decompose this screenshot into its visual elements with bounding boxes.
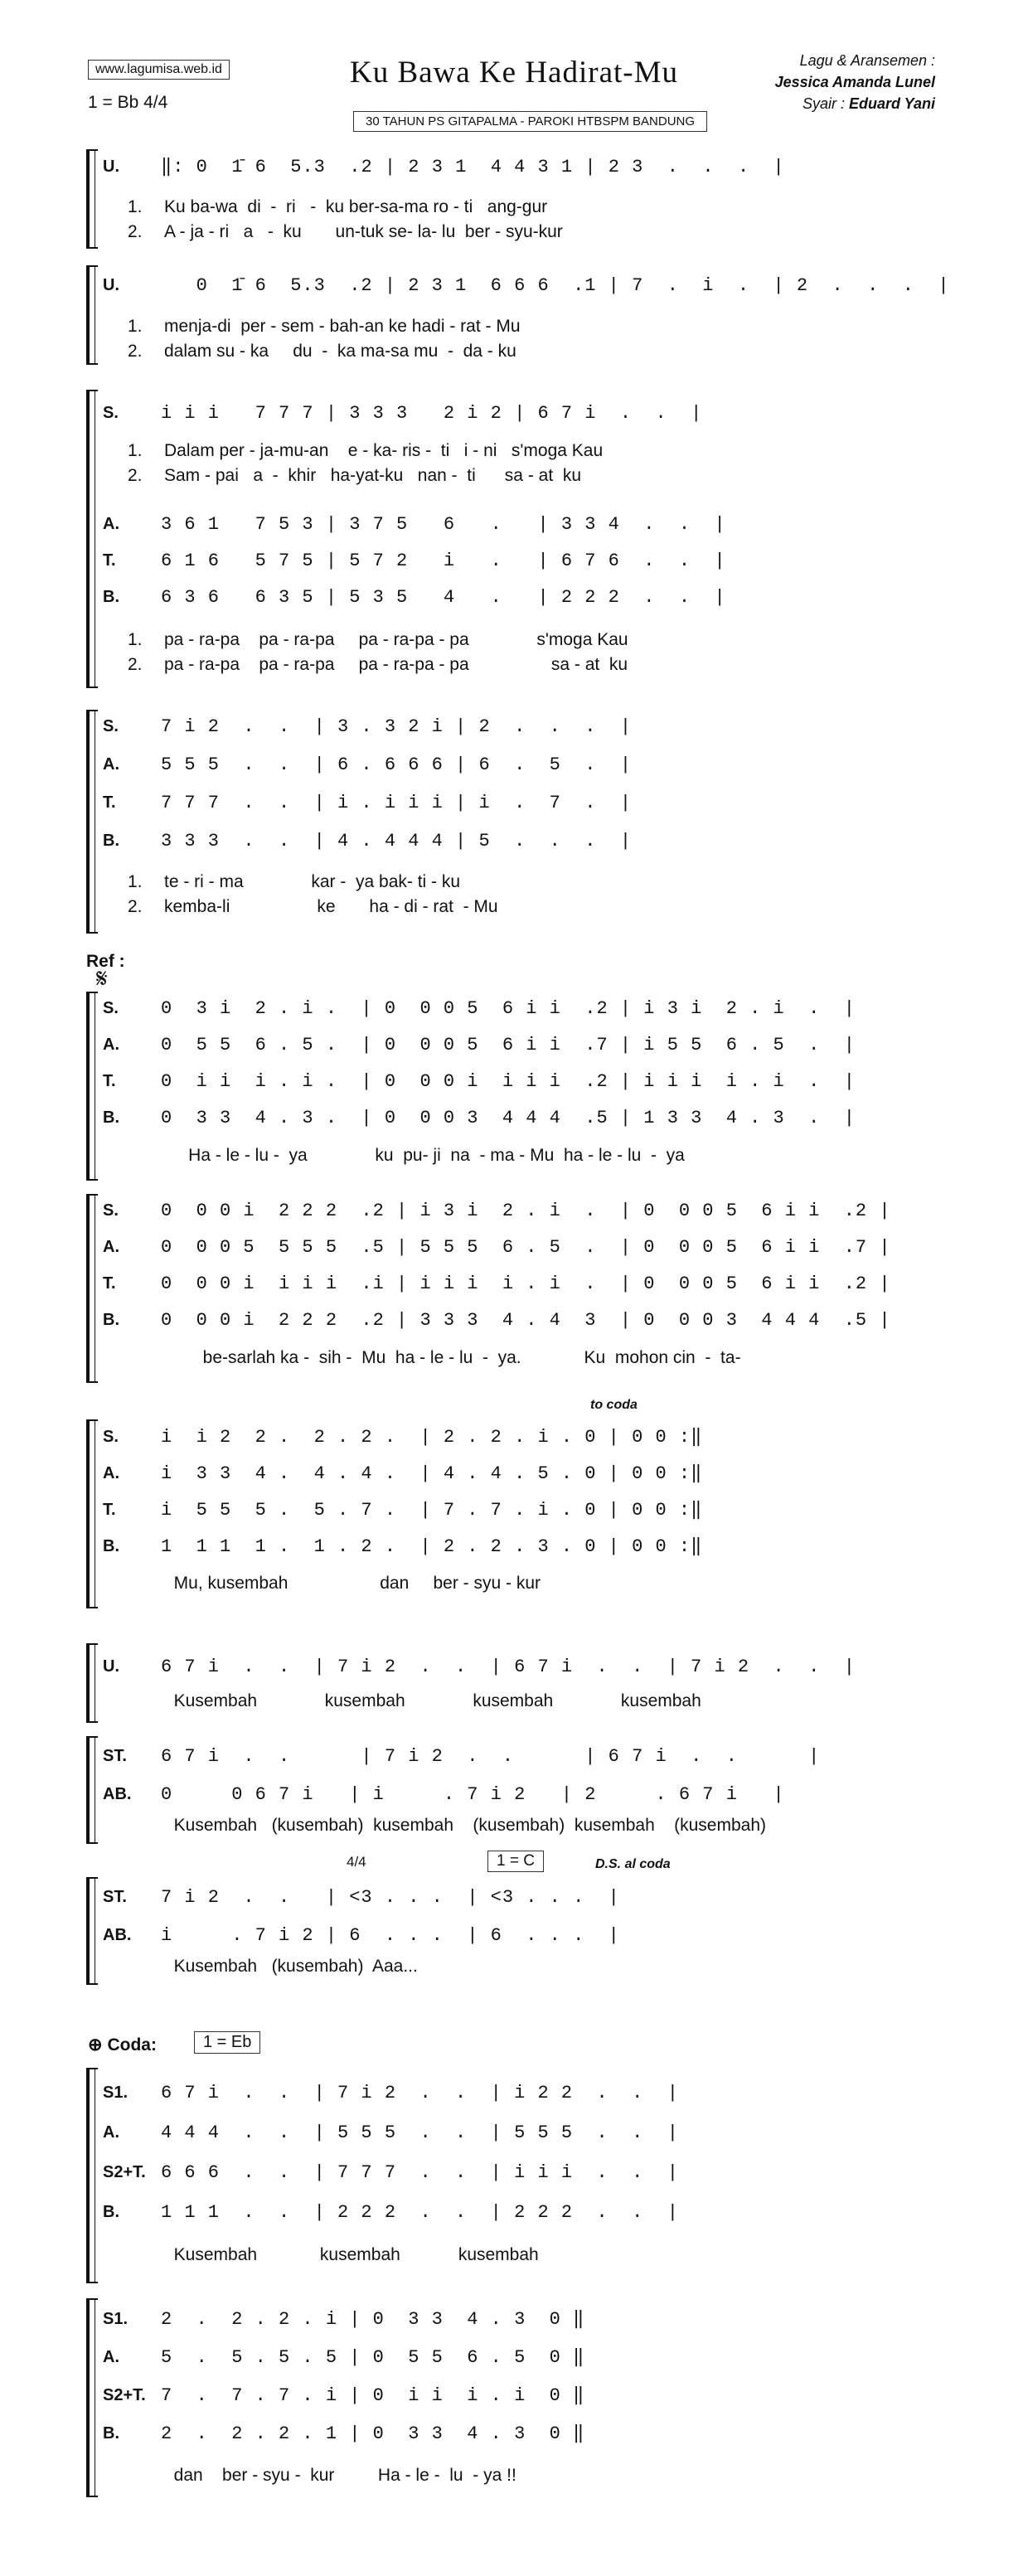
system-5 [86, 992, 856, 1181]
lyric-line [128, 1957, 418, 1980]
lyric-text: Kusembah kusembah kusembah kusembah [164, 1691, 701, 1710]
verse-number: 2. [128, 655, 143, 674]
lyric-text: te - ri - ma kar - ya bak- ti - ku [164, 872, 461, 891]
system-8 [86, 1643, 856, 1723]
lyric-text: kemba-li ke ha - di - rat - Mu [164, 897, 498, 916]
notation: 0 0 0 i i i i .i | i i i i . i . | 0 0 0 5 6 i i .2 | [161, 1273, 891, 1294]
notation: i 3 3 4 . 4 . 4 . | 4 . 4 . 5 . 0 | 0 0 :‖ [161, 1463, 703, 1484]
key-change-box: 1 = C [487, 1851, 544, 1872]
notation: 0 0 6 7 i | i . 7 i 2 | 2 . 6 7 i | [161, 1784, 785, 1805]
voice-label: S. [103, 999, 119, 1017]
lyric-text: dan ber - syu - kur Ha - le - lu - ya !! [164, 2466, 516, 2485]
notation: 3 3 3 . . | 4 . 4 4 4 | 5 . . . | [161, 831, 633, 851]
to-coda-marking: to coda [590, 1398, 638, 1412]
lyric-line [128, 1816, 766, 1839]
voice-label: B. [103, 2424, 119, 2443]
system-bracket [86, 265, 98, 365]
system-bracket [86, 2298, 98, 2497]
voice-row [103, 754, 632, 781]
voice-label: S. [103, 1201, 119, 1220]
notation: 0 5 5 6 . 5 . | 0 0 0 5 6 i i .7 | i 5 5 6 . 5 . | [161, 1035, 856, 1055]
voice-label: B. [103, 2203, 119, 2221]
notation: 0 0 0 5 5 5 5 .5 | 5 5 5 6 . 5 . | 0 0 0 5 6 i i .7 | [161, 1237, 891, 1258]
verse-number: 1. [128, 441, 143, 460]
notation: 7 7 7 . . | i . i i i | i . 7 . | [161, 793, 633, 813]
lyric-text: A - ja - ri a - ku un-tuk se- la- lu ber - syu-kur [164, 222, 563, 241]
voice-row [103, 1925, 620, 1952]
voice-row [103, 1108, 856, 1134]
lyric-text: Kusembah kusembah kusembah [164, 2245, 539, 2264]
notation: 6 7 i . . | 7 i 2 . . | 6 7 i . . | [161, 1746, 821, 1767]
segno-icon: 𝄋 [96, 963, 108, 993]
verse-number: 2. [128, 222, 143, 241]
system-bracket [86, 1194, 98, 1383]
system-bracket [86, 149, 98, 249]
notation: 7 . 7 . 7 . i | 0 i i i . i 0 ‖ [161, 2385, 585, 2406]
lyric-text: pa - ra-pa pa - ra-pa pa - ra-pa - pa sa - at ku [164, 655, 628, 674]
voice-label: A. [103, 1238, 119, 1256]
lyric-text: Dalam per - ja-mu-an e - ka- ris - ti i - ni s'moga Kau [164, 441, 604, 460]
voice-label: U. [103, 158, 119, 176]
time-signature-change: 4/4 [347, 1854, 366, 1870]
lyric-text: Kusembah (kusembah) kusembah (kusembah) kusembah (kusembah) [164, 1816, 766, 1835]
voice-label: S2+T. [103, 2386, 146, 2404]
voice-label: S1. [103, 2084, 128, 2102]
lyric-text: menja-di per - sem - bah-an ke hadi - rat - Mu [164, 317, 521, 336]
notation: ‖: 0 1̄ 6 5.3 .2 | 2 3 1 4 4 3 1 | 2 3 . . . | [161, 157, 785, 177]
voice-row [103, 1426, 702, 1453]
voice-row [103, 998, 856, 1025]
voice-label: T. [103, 551, 116, 570]
verse-number: 1. [128, 317, 143, 336]
system-2 [86, 265, 950, 365]
voice-row [103, 1746, 820, 1773]
lyric-text: Ha - le - lu - ya ku pu- ji na - ma - Mu ha - le - lu - ya [164, 1146, 685, 1165]
lyric-text: pa - ra-pa pa - ra-pa pa - ra-pa - pa s'moga Kau [164, 630, 628, 649]
lyric-line [128, 441, 603, 464]
notation: 2 . 2 . 2 . 1 | 0 3 3 4 . 3 0 ‖ [161, 2423, 585, 2444]
voice-row [103, 1499, 702, 1526]
lyric-line [128, 222, 563, 245]
notation: 5 . 5 . 5 . 5 | 0 5 5 6 . 5 0 ‖ [161, 2347, 585, 2368]
system-bracket [86, 1643, 98, 1723]
voice-row [103, 587, 726, 614]
voice-label: AB. [103, 1785, 132, 1803]
coda-icon: ⊕ [88, 2035, 103, 2054]
voice-row [103, 2122, 679, 2149]
verse-number: 2. [128, 342, 143, 361]
voice-label: U. [103, 276, 119, 294]
verse-number: 1. [128, 197, 143, 216]
system-bracket [86, 1736, 98, 1844]
verse-number: 2. [128, 466, 143, 485]
ds-al-coda-marking: D.S. al coda [595, 1857, 671, 1871]
voice-label: ST. [103, 1747, 127, 1765]
system-bracket [86, 710, 98, 934]
coda-key-box: 1 = Eb [194, 2031, 260, 2054]
system-3 [86, 390, 726, 688]
credit-label-music: Lagu & Aransemen : [799, 52, 935, 69]
notation: 1 1 1 . . | 2 2 2 . . | 2 2 2 . . | [161, 2202, 679, 2223]
notation: i 5 5 5 . 5 . 7 . | 7 . 7 . i . 0 | 0 0 :‖ [161, 1500, 703, 1521]
lyric-text: Sam - pai a - khir ha-yat-ku nan - ti sa - at ku [164, 466, 582, 485]
voice-label: A. [103, 1036, 119, 1054]
voice-row [103, 2202, 679, 2229]
credit-name-music: Jessica Amanda Lunel [774, 74, 935, 90]
voice-label: A. [103, 755, 119, 774]
voice-label: T. [103, 793, 116, 812]
voice-label: S1. [103, 2310, 128, 2328]
voice-row [103, 275, 950, 302]
voice-label: S. [103, 404, 119, 422]
voice-row [103, 1273, 891, 1300]
notation: 6 1 6 5 7 5 | 5 7 2 i . | 6 7 6 . . | [161, 551, 726, 571]
lyric-line [128, 466, 581, 489]
lyric-text: Mu, kusembah dan ber - syu - kur [164, 1574, 541, 1593]
voice-label: B. [103, 1537, 119, 1555]
notation: 0 i i i . i . | 0 0 0 i i i i .2 | i i i i . i . | [161, 1071, 856, 1092]
notation: i i 2 2 . 2 . 2 . | 2 . 2 . i . 0 | 0 0 :‖ [161, 1427, 703, 1448]
coda-label [88, 2035, 157, 2055]
lyric-line [128, 342, 516, 365]
credit-label-lyrics: Syair : [802, 95, 845, 112]
coda-text: Coda: [107, 2035, 157, 2054]
notation: 6 6 6 . . | 7 7 7 . . | i i i . . | [161, 2162, 679, 2183]
system-bracket [86, 1419, 98, 1608]
system-10 [86, 1877, 633, 1985]
system-1 [86, 149, 799, 249]
refrain-label: Ref : [86, 952, 125, 971]
voice-label: B. [103, 588, 119, 606]
voice-label: T. [103, 1501, 116, 1519]
voice-row [103, 514, 726, 541]
lyric-line [128, 897, 498, 920]
song-title: Ku Bawa Ke Hadirat-Mu [349, 56, 679, 90]
voice-label: AB. [103, 1926, 132, 1944]
system-9 [86, 1736, 821, 1844]
system-12 [86, 2298, 584, 2497]
lyric-line [128, 2466, 516, 2489]
website-url: www.lagumisa.web.id [88, 60, 230, 80]
voice-label: B. [103, 1109, 119, 1127]
voice-row [103, 403, 702, 429]
voice-label: A. [103, 515, 119, 533]
lyric-line [128, 1574, 541, 1597]
lyric-line [128, 1691, 701, 1715]
notation: 7 i 2 . . | 3 . 3 2 i | 2 . . . | [161, 716, 633, 737]
lyric-line [128, 2245, 539, 2268]
lyric-line [128, 655, 628, 678]
lyric-line [128, 1146, 685, 1169]
voice-row [103, 1201, 891, 1227]
lyric-text: Kusembah (kusembah) Aaa... [164, 1957, 418, 1976]
voice-row [103, 1784, 785, 1811]
voice-row [103, 2346, 584, 2373]
voice-row [103, 1237, 891, 1264]
notation: 0 0 0 i 2 2 2 .2 | 3 3 3 4 . 4 3 | 0 0 0 3 4 4 4 .5 | [161, 1310, 891, 1331]
system-bracket [86, 1877, 98, 1985]
lyric-line [128, 872, 460, 895]
voice-label: T. [103, 1274, 116, 1293]
notation: 6 7 i . . | 7 i 2 . . | 6 7 i . . | 7 i 2 . . | [161, 1657, 856, 1677]
lyric-text: be-sarlah ka - sih - Mu ha - le - lu - ya. Ku mohon cin - ta- [164, 1348, 741, 1367]
voice-row [103, 156, 785, 182]
voice-row [103, 1463, 702, 1489]
notation: 6 7 i . . | 7 i 2 . . | i 2 2 . . | [161, 2083, 679, 2103]
voice-label: A. [103, 2123, 119, 2142]
voice-label: B. [103, 832, 119, 850]
verse-number: 1. [128, 872, 143, 891]
notation: 0 0 0 i 2 2 2 .2 | i 3 i 2 . i . | 0 0 0 5 6 i i .2 | [161, 1201, 891, 1221]
voice-row [103, 831, 632, 857]
voice-row [103, 2423, 584, 2449]
voice-label: A. [103, 1464, 119, 1482]
voice-row [103, 1535, 702, 1562]
voice-row [103, 2308, 584, 2335]
lyric-text: Ku ba-wa di - ri - ku ber-sa-ma ro - ti ang-gur [164, 197, 548, 216]
voice-row [103, 1657, 856, 1683]
lyric-line [128, 317, 521, 340]
voice-row [103, 1310, 891, 1337]
credit-name-lyrics: Eduard Yani [848, 95, 935, 112]
voice-label: B. [103, 1311, 119, 1329]
notation: 7 i 2 . . | <3 . . . | <3 . . . | [161, 1887, 620, 1908]
voice-row [103, 1071, 856, 1098]
notation: 5 5 5 . . | 6 . 6 6 6 | 6 . 5 . | [161, 754, 633, 775]
notation: 4 4 4 . . | 5 5 5 . . | 5 5 5 . . | [161, 2122, 679, 2143]
system-7 [86, 1419, 749, 1608]
voice-label: U. [103, 1657, 119, 1676]
notation: 3 6 1 7 5 3 | 3 7 5 6 . | 3 3 4 . . | [161, 514, 726, 535]
system-11 [86, 2068, 679, 2283]
voice-row [103, 716, 632, 743]
system-6 [86, 1194, 891, 1383]
notation: 0 3 3 4 . 3 . | 0 0 0 3 4 4 4 .5 | 1 3 3 4 . 3 . | [161, 1108, 856, 1128]
voice-row [103, 2384, 584, 2411]
notation: 6 3 6 6 3 5 | 5 3 5 4 . | 2 2 2 . . | [161, 587, 726, 608]
voice-row [103, 1887, 620, 1914]
voice-row [103, 1035, 856, 1061]
lyric-line [128, 1348, 741, 1371]
system-4 [86, 710, 633, 934]
system-bracket [86, 2068, 98, 2283]
voice-label: S. [103, 1428, 119, 1446]
notation: 0 3 i 2 . i . | 0 0 0 5 6 i i .2 | i 3 i 2 . i . | [161, 998, 856, 1019]
subtitle-box: 30 TAHUN PS GITAPALMA - PAROKI HTBSPM BANDUNG [353, 111, 707, 132]
voice-row [103, 793, 632, 819]
voice-label: ST. [103, 1888, 127, 1906]
verse-number: 1. [128, 630, 143, 649]
system-bracket [86, 390, 98, 688]
voice-row [103, 2083, 679, 2109]
voice-label: T. [103, 1072, 116, 1090]
credits [775, 50, 935, 114]
notation: i . 7 i 2 | 6 . . . | 6 . . . | [161, 1925, 620, 1946]
key-signature: 1 = Bb 4/4 [88, 93, 168, 112]
lyric-text: dalam su - ka du - ka ma-sa mu - da - ku [164, 342, 516, 361]
voice-label: S2+T. [103, 2163, 146, 2181]
system-bracket [86, 992, 98, 1181]
lyric-line [128, 197, 547, 221]
notation: i i i 7 7 7 | 3 3 3 2 i 2 | 6 7 i . . | [161, 403, 703, 424]
notation: 1 1 1 1 . 1 . 2 . | 2 . 2 . 3 . 0 | 0 0 :‖ [161, 1536, 703, 1557]
voice-label: A. [103, 2348, 119, 2366]
notation: 0 1̄ 6 5.3 .2 | 2 3 1 6 6 6 .1 | 7 . i . | 2 . . . | [161, 275, 950, 296]
voice-row [103, 551, 726, 577]
lyric-line [128, 630, 628, 653]
verse-number: 2. [128, 897, 143, 916]
voice-row [103, 2162, 679, 2189]
voice-label: S. [103, 717, 119, 735]
notation: 2 . 2 . 2 . i | 0 3 3 4 . 3 0 ‖ [161, 2309, 585, 2330]
